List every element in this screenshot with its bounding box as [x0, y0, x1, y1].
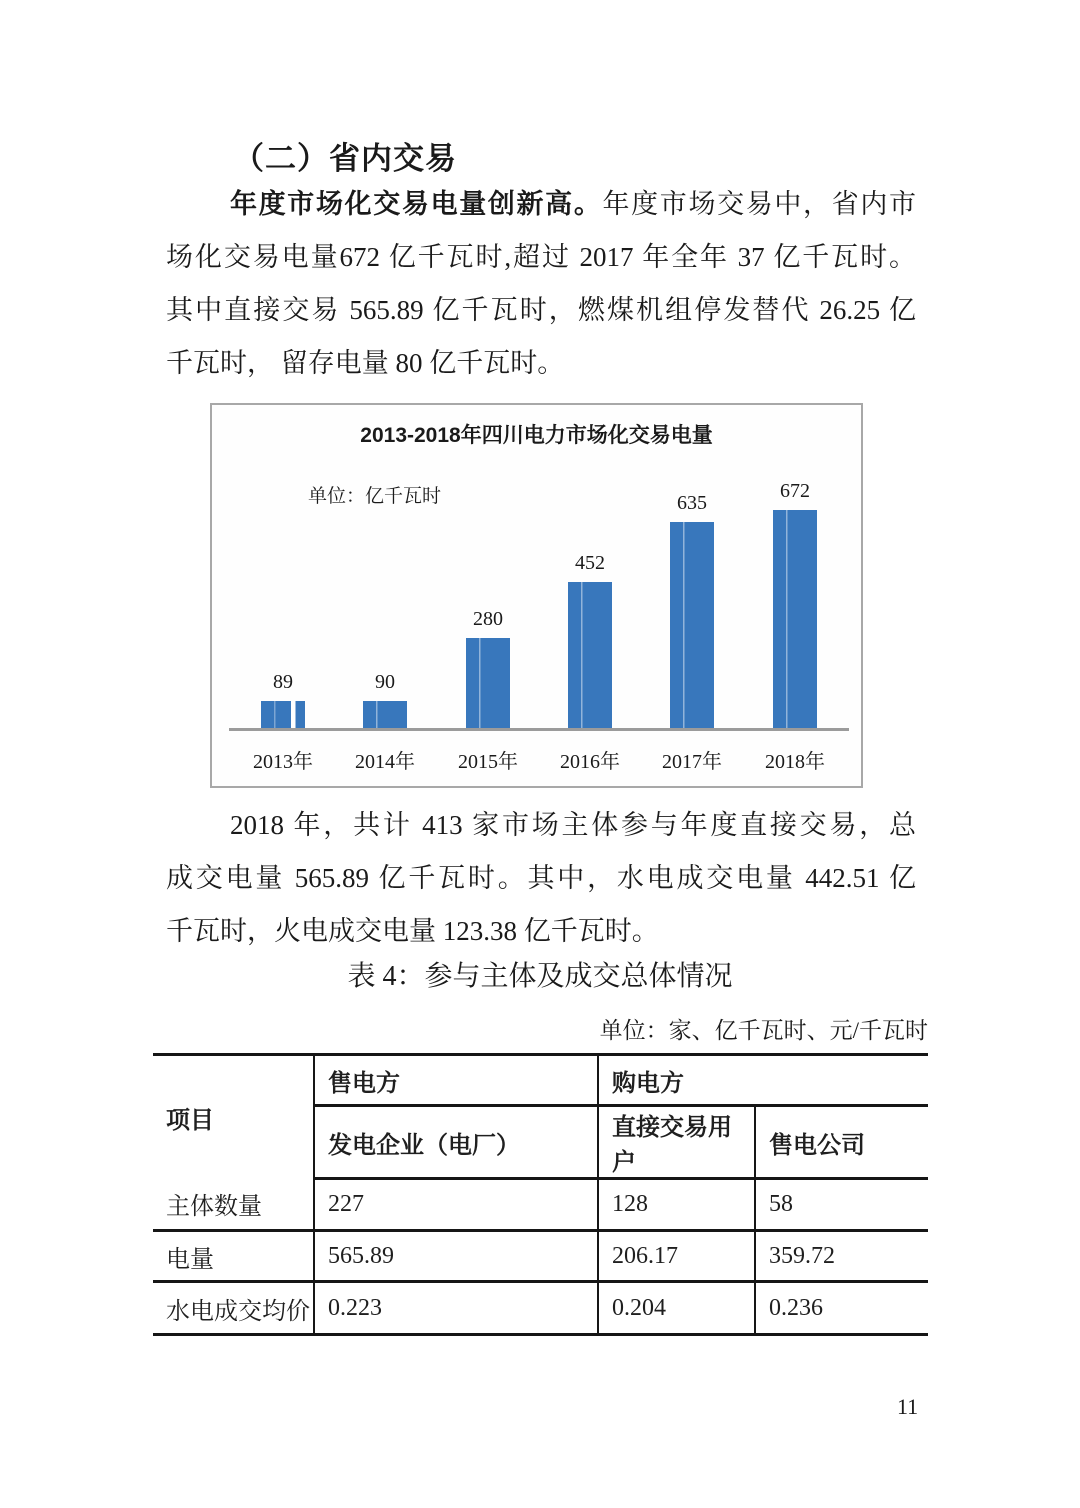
header-cell-retail: 售电公司 — [755, 1106, 928, 1179]
year-label: 2014年 — [355, 751, 415, 773]
chart-bar — [568, 582, 612, 730]
body-line — [166, 178, 916, 231]
body-line: 其中直接交易 565.89 亿千瓦时，燃煤机组停发替代 26.25 亿 — [166, 295, 916, 325]
chart-column — [232, 405, 334, 779]
chart-bar — [363, 701, 407, 730]
chart-column — [744, 405, 846, 779]
bar-value-label: 452 — [575, 552, 605, 574]
chart-bar — [466, 638, 510, 730]
cell-value: 0.236 — [755, 1282, 928, 1335]
bar-value-label: 635 — [677, 492, 707, 514]
chart-bar — [261, 701, 305, 730]
data-table — [153, 1053, 928, 1336]
table-row — [153, 1231, 928, 1282]
row-label: 主体数量 — [153, 1179, 314, 1231]
row-label: 电量 — [153, 1231, 314, 1282]
bar-value-label: 89 — [273, 671, 293, 693]
body-line: 千瓦时，火电成交电量 123.38 亿千瓦时。 — [166, 916, 659, 946]
cell-value: 206.17 — [598, 1231, 755, 1282]
header-cell-seller: 售电方 — [314, 1055, 598, 1106]
cell-value: 359.72 — [755, 1231, 928, 1282]
chart-column — [641, 405, 743, 779]
paragraph-1 — [166, 178, 916, 390]
year-label: 2017年 — [662, 751, 722, 773]
year-label: 2018年 — [765, 751, 825, 773]
cell-value: 0.204 — [598, 1282, 755, 1335]
chart-column — [334, 405, 436, 779]
body-line: 千瓦时， 留存电量 80 亿千瓦时。 — [166, 348, 565, 378]
chart-bar — [773, 510, 817, 730]
cell-value: 565.89 — [314, 1231, 598, 1282]
body-text: 年度市场交易中，省内市 — [602, 189, 917, 219]
section-heading: （二）省内交易 — [233, 141, 457, 176]
chart-plot-area — [232, 405, 846, 779]
header-cell-buyer: 购电方 — [598, 1055, 928, 1106]
body-line: 2018 年，共计 413 家市场主体参与年度直接交易，总 — [230, 810, 916, 840]
year-label: 2015年 — [458, 751, 518, 773]
cell-value: 128 — [598, 1179, 755, 1231]
body-line: 成交电量 565.89 亿千瓦时。其中，水电成交电量 442.51 亿 — [166, 863, 916, 893]
table-caption: 表 4：参与主体及成交总体情况 — [347, 961, 733, 992]
bar-value-label: 672 — [780, 480, 810, 502]
table-row — [153, 1282, 928, 1335]
cell-value: 227 — [314, 1179, 598, 1231]
bold-lead-text: 年度市场化交易电量创新高。 — [230, 189, 603, 219]
chart-bar — [670, 522, 714, 730]
bar-value-label: 280 — [473, 608, 503, 630]
header-cell-direct-users: 直接交易用户 — [598, 1106, 755, 1179]
bar-chart — [210, 403, 863, 788]
table-row — [153, 1179, 928, 1231]
bar-value-label: 90 — [375, 671, 395, 693]
paragraph-2 — [166, 799, 916, 958]
x-axis-line — [229, 728, 849, 731]
table-unit-note: 单位：家、亿千瓦时、元/千瓦时 — [599, 1018, 928, 1043]
page-number: 11 — [897, 1394, 919, 1419]
chart-column — [437, 405, 539, 779]
cell-value: 58 — [755, 1179, 928, 1231]
chart-column — [539, 405, 641, 779]
year-label: 2016年 — [560, 751, 620, 773]
year-label: 2013年 — [253, 751, 313, 773]
row-label: 水电成交均价 — [153, 1282, 314, 1335]
body-line: 场化交易电量672 亿千瓦时,超过 2017 年全年 37 亿千瓦时。 — [166, 242, 916, 272]
header-cell-generators: 发电企业（电厂） — [314, 1106, 598, 1179]
table-header-row-1 — [153, 1055, 928, 1106]
chart-unit-label: 单位：亿千瓦时 — [308, 486, 442, 507]
cell-value: 0.223 — [314, 1282, 598, 1335]
header-cell-item: 项目 — [153, 1055, 314, 1179]
chart-title: 2013-2018年四川电力市场化交易电量 — [360, 424, 713, 447]
